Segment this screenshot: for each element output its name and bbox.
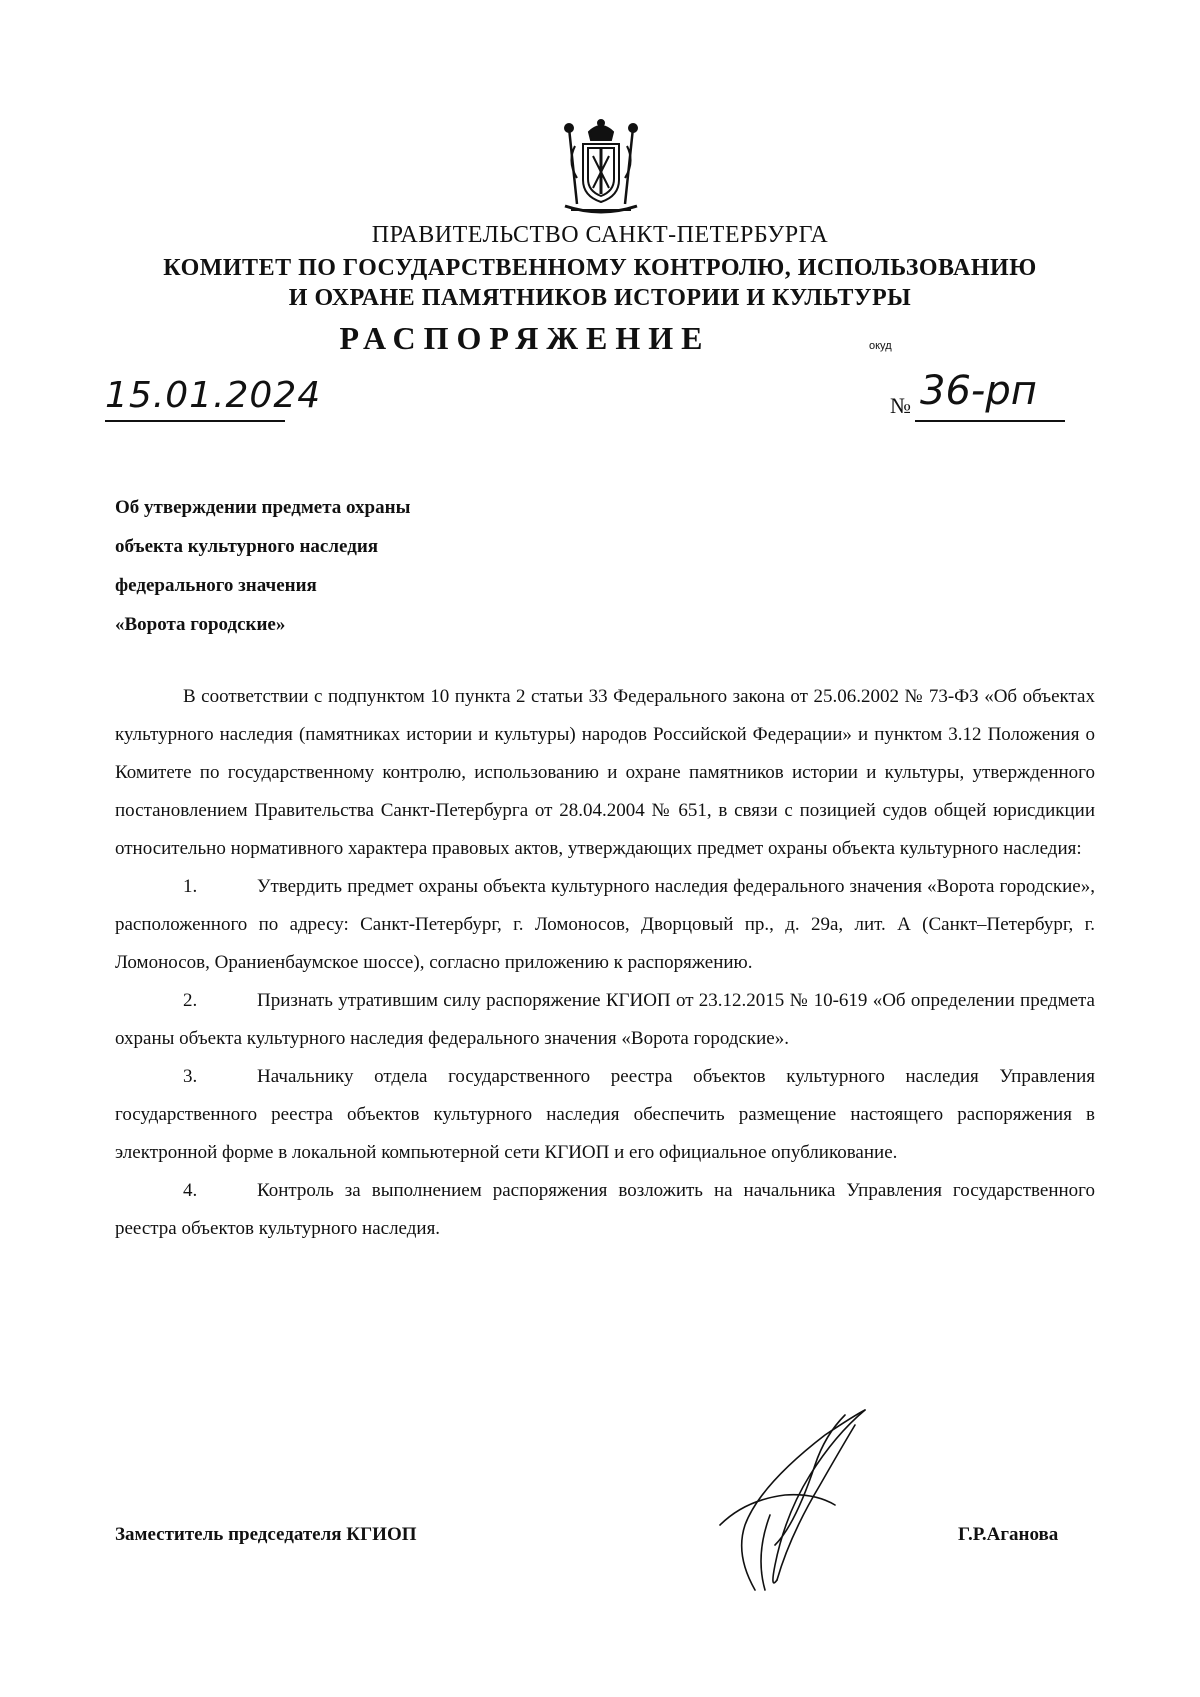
subject-line: объекта культурного наследия [115, 536, 379, 557]
signatory-title: Заместитель председателя КГИОП [115, 1524, 417, 1545]
document-subject [115, 488, 410, 644]
coat-of-arms-emblem [555, 118, 647, 218]
item-text: Признать утратившим силу распоряжение КГИОП от 23.12.2015 № 10-619 «Об определении предмета охраны объекта культурного наследия федерального значения «Ворота городские». [115, 990, 1095, 1049]
committee-heading-line2: И ОХРАНЕ ПАМЯТНИКОВ ИСТОРИИ И КУЛЬТУРЫ [288, 285, 912, 311]
government-heading: ПРАВИТЕЛЬСТВО САНКТ-ПЕТЕРБУРГА [371, 222, 829, 248]
document-body [115, 678, 1095, 1248]
subject-line: федерального значения [115, 575, 317, 596]
item-number: 1. [183, 876, 198, 897]
document-date: 15.01.2024 [105, 375, 322, 416]
subject-line: Об утверждении предмета охраны [115, 497, 411, 518]
committee-heading-line1: КОМИТЕТ ПО ГОСУДАРСТВЕННОМУ КОНТРОЛЮ, ИСПОЛЬЗОВАНИЮ [163, 255, 1037, 281]
subject-line: «Ворота городские» [115, 614, 286, 635]
document-type-heading: РАСПОРЯЖЕНИЕ [339, 320, 711, 356]
item-text: Утвердить предмет охраны объекта культурного наследия федерального значения «Ворота городские», расположенного по адресу: Санкт-Петербург, г. Ломоносов, Дворцовый пр., д. 29а, лит. А (Санкт–Петербург, г. Ломоносов, Ораниенбаумское шоссе), согласно приложению к распоряжению. [115, 876, 1095, 973]
handwritten-signature [715, 1405, 875, 1595]
document-number: 36-рп [920, 368, 1037, 414]
intro-paragraph: В соответствии с подпунктом 10 пункта 2 статьи 33 Федерального закона от 25.06.2002 № 73-ФЗ «Об объектах культурного наследия (памятниках истории и культуры) народов Российской Федерации» и пунктом 3.12 Положения о Комитете по государственному контролю, использованию и охране памятников истории и культуры, утвержденного постановлением Правительства Санкт-Петербурга от 28.04.2004 № 651, в связи с позицией судов общей юрисдикции относительно нормативного характера правовых актов, утверждающих предмет охраны объекта культурного наследия: [115, 686, 1095, 859]
number-sign: № [890, 393, 911, 418]
list-item [115, 1058, 1095, 1172]
date-underline [105, 420, 285, 422]
item-number: 3. [183, 1066, 198, 1087]
list-item [115, 982, 1095, 1058]
item-number: 2. [183, 990, 198, 1011]
item-number: 4. [183, 1180, 198, 1201]
item-text: Начальнику отдела государственного реестра объектов культурного наследия Управления государственного реестра объектов культурного наследия обеспечить размещение настоящего распоряжения в электронной форме в локальной компьютерной сети КГИОП и его официальное опубликование. [115, 1066, 1095, 1163]
item-text: Контроль за выполнением распоряжения возложить на начальника Управления государственного реестра объектов культурного наследия. [115, 1180, 1095, 1239]
signatory-name: Г.Р.Аганова [958, 1524, 1059, 1545]
list-item [115, 868, 1095, 982]
list-item [115, 1172, 1095, 1248]
number-underline [915, 420, 1065, 422]
okud-label: окуд [869, 340, 892, 352]
